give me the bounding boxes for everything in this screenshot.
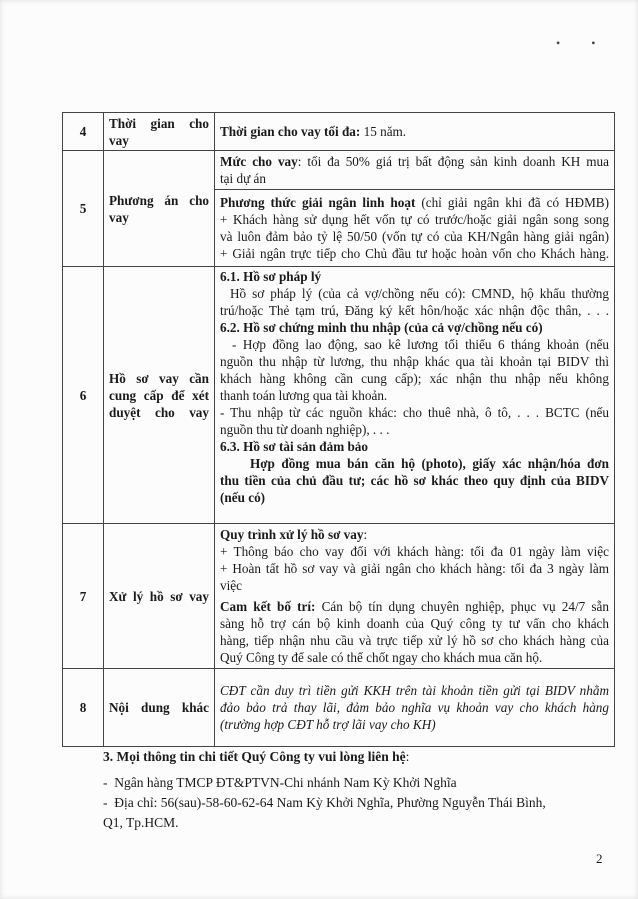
contact-address: - Địa chỉ: 56(sau)-58-60-62-64 Nam Kỳ Khởi Nghĩa, Phường Nguyễn Thái Bình, [103,795,546,810]
content-line: việc [220,578,242,593]
subheading: 6.1. Hồ sơ pháp lý [220,269,322,284]
row-content [215,524,615,669]
content-line: đảo bảo trả thay lãi, đảm bảo nghĩa vụ khoản vay cho khách hàng [220,700,609,715]
row-label [104,524,215,669]
content-line: (trường hợp CĐT hỗ trợ lãi vay cho KH) [220,717,436,732]
content-line: trú/hoặc Thẻ tạm trú, Đăng ký kết hôn/hoặc xác nhận độc thân, . . . [220,303,609,318]
row-content [215,669,615,747]
label-line: Phương án cho [109,192,209,208]
content-text: Cán bộ tín dụng chuyên nghiệp, phục vụ 24/7 sẵn [315,599,609,614]
label-line: Xử lý hồ sơ vay [109,588,209,604]
content-text: (chỉ giải ngân khi đã có HĐMB) [415,195,609,210]
content-line: + Giải ngân trực tiếp cho Chủ đầu tư hoặc hoàn vốn cho Khách hàng. [220,246,609,261]
row-number: 8 [63,669,104,747]
content-line: thanh toán lương qua tài khoản. [220,388,388,403]
row-label [104,267,215,524]
table-row [63,524,615,669]
row-content [215,113,615,151]
content-line: Hồ sơ pháp lý (của cả vợ/chồng nếu có): CMND, hộ khẩu thường [230,286,609,301]
content-line: Hợp đồng mua bán căn hộ (photo), giấy xác nhận/hóa đơn [250,456,609,471]
table-row [63,113,615,151]
section-heading: 3. Mọi thông tin chi tiết Quý Công ty vui lòng liên hệ [103,749,406,764]
row-content [215,267,615,524]
content-text: : [363,527,368,542]
row-number: 7 [63,524,104,669]
content-line: + Hoàn tất hồ sơ vay và giải ngân cho khách hàng: tối đa 3 ngày làm [220,561,609,576]
label-line: vay [109,132,129,148]
subheading: Quy trình xử lý hồ sơ vay [220,527,364,542]
row-number: 5 [63,151,104,267]
label-line: duyệt cho vay [109,404,209,420]
table-row [63,669,615,747]
header-marks: • • [556,36,610,50]
contact-bank: - Ngân hàng TMCP ĐT&PTVN-Chi nhánh Nam Kỳ Khởi Nghĩa [103,775,457,790]
table-row [63,267,615,524]
label-line: vay [109,209,129,225]
content-bold: Thời gian cho vay tối đa: [220,124,361,139]
content-line: - Hợp đồng lao động, sao kê lương tối thiểu 6 tháng khoản (nếu [232,337,609,352]
content-line: và luôn đảm bảo tỷ lệ 50/50 (vốn tự có của KH/Ngân hàng giải ngân) [220,229,609,244]
content-line: khách hàng không cần cung cấp); xác nhận thu nhập nếu không [220,371,609,386]
page-number: 2 [596,851,603,866]
content-bold: Mức cho vay [220,154,298,169]
label-line: Thời gian cho [109,115,209,131]
content-line: sàng hỗ trợ cán bộ kinh doanh của Quý công ty tư vấn cho khách [220,616,609,631]
section-heading-suffix: : [405,749,410,764]
disbursement-content [215,190,615,267]
loan-amount-content [215,151,615,190]
label-line: Nội dung khác [109,700,209,715]
content-bold: Cam kết bố trí: [220,599,316,614]
label-line: Hồ sơ vay cần [109,370,209,386]
content-text: tại dự án [220,171,266,186]
content-line: thu tiền của chủ đầu tư; các hồ sơ khác theo quy định của BIDV [220,473,609,488]
subheading: 6.3. Hồ sơ tài sản đảm bảo [220,439,368,454]
content-line: hàng, tiếp nhận nhu cầu và trực tiếp xử lý hồ sơ cho khách hàng của [220,633,609,648]
table-row [63,151,615,190]
content-line: nguồn thu nhập từ lương, thu nhập khác qua tài khoản tại BIDV thì [220,354,609,369]
content-line: nguồn thu từ doanh nghiệp), . . . [220,422,390,437]
content-text: : tối đa 50% giá trị bất động sản kinh doanh KH mua [297,154,609,169]
content-text: 15 năm. [360,124,407,139]
contact-address-cont: Q1, Tp.HCM. [103,815,179,830]
label-line: cung cấp để xét [109,387,209,403]
content-line: Quý Công ty để sale có thể chốt ngay cho khách mua căn hộ. [220,650,543,665]
subheading: 6.2. Hồ sơ chứng minh thu nhập (của cả vợ/chồng nếu có) [220,320,543,335]
contact-section [103,747,583,833]
row-number: 6 [63,267,104,524]
row-label [104,669,215,747]
row-label [104,151,215,267]
content-line: CĐT cần duy trì tiền gửi KKH trên tài khoản tiền gửi tại BIDV nhằm [220,683,609,698]
row-label [104,113,215,151]
content-line: (nếu có) [220,490,266,505]
row-number: 4 [63,113,104,151]
loan-terms-table [62,112,615,747]
content-line: - Thu nhập từ các nguồn khác: cho thuê nhà, ô tô, . . . BCTC (nếu [220,405,609,420]
content-line: + Khách hàng sử dụng hết vốn tự có trước/hoặc giải ngân song song [220,212,609,227]
content-bold: Phương thức giải ngân linh hoạt [220,195,416,210]
content-line: + Thông báo cho vay đối với khách hàng: tối đa 01 ngày làm việc [220,544,609,559]
